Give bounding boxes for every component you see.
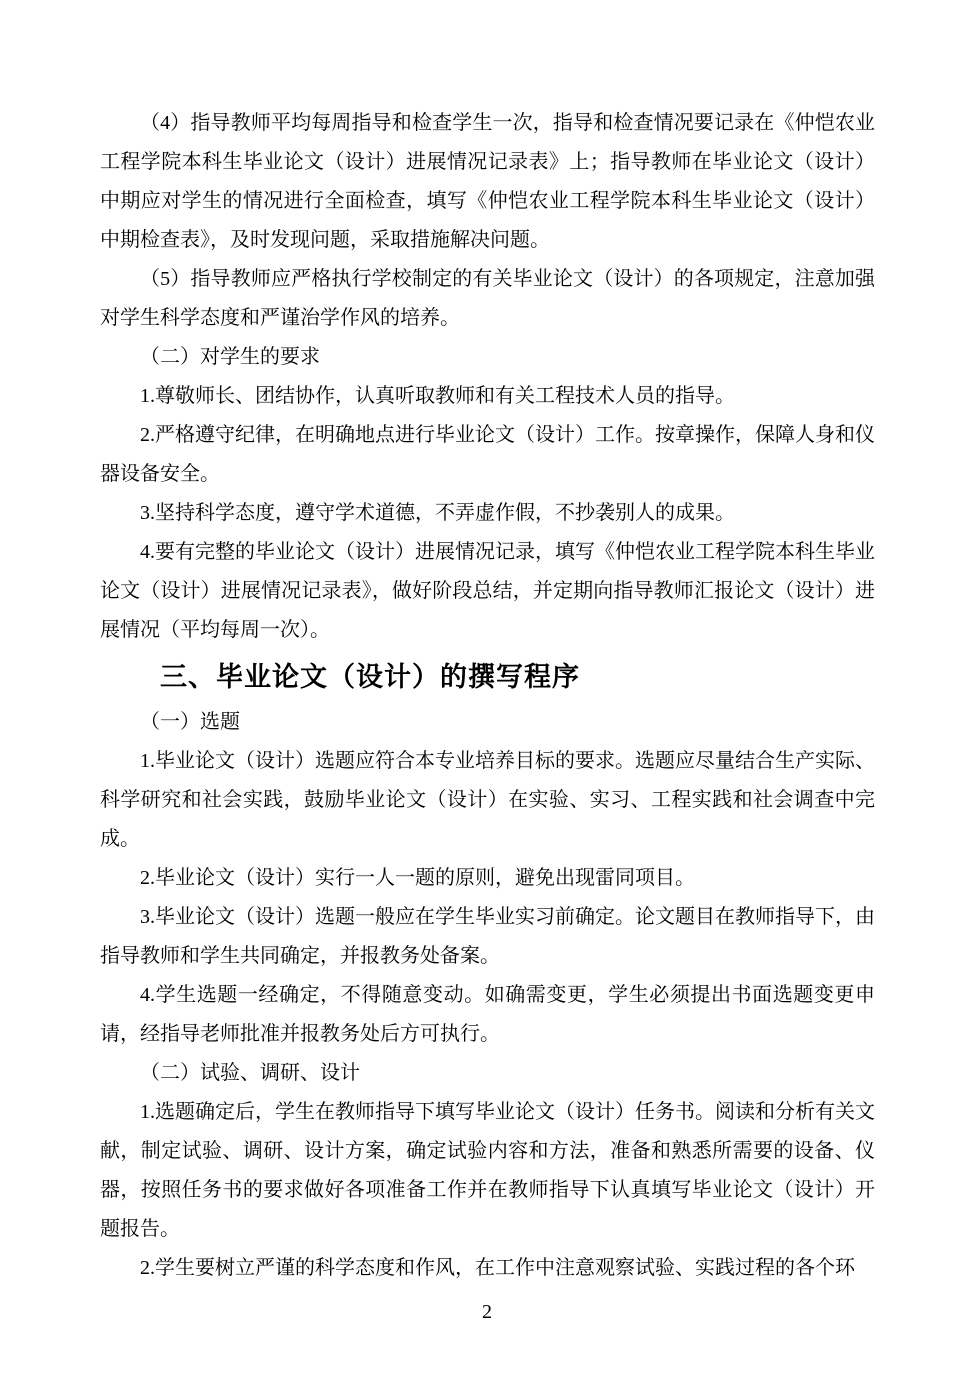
paragraph: 3.坚持科学态度，遵守学术道德，不弄虚作假，不抄袭别人的成果。 (140, 502, 735, 524)
paragraph: （二）对学生的要求 (140, 346, 320, 368)
paragraph: （一）选题 (140, 711, 240, 733)
document-content (100, 104, 875, 1288)
paragraph: 1.选题确定后，学生在教师指导下填写毕业论文（设计）任务书。阅读和分析有关文献，制定试验、调研、设计方案，确定试验内容和方法，准备和熟悉所需要的设备、仪器，按照任务书的要求做好各项准备工作并在教师指导下认真填写毕业论文（设计）开题报告。 (100, 1101, 875, 1240)
paragraph: （4）指导教师平均每周指导和检查学生一次，指导和检查情况要记录在《仲恺农业工程学院本科生毕业论文（设计）进展情况记录表》上；指导教师在毕业论文（设计）中期应对学生的情况进行全面检查，填写《仲恺农业工程学院本科生毕业论文（设计）中期检查表》，及时发现问题，采取措施解决问题。 (100, 112, 875, 251)
page-number: 2 (482, 1301, 492, 1323)
paragraph: 4.要有完整的毕业论文（设计）进展情况记录，填写《仲恺农业工程学院本科生毕业论文（设计）进展情况记录表》，做好阶段总结，并定期向指导教师汇报论文（设计）进展情况（平均每周一次）。 (100, 541, 875, 641)
section-heading: 三、毕业论文（设计）的撰写程序 (160, 662, 580, 692)
paragraph: 2.毕业论文（设计）实行一人一题的原则，避免出现雷同项目。 (140, 867, 695, 889)
paragraph: 4.学生选题一经确定，不得随意变动。如确需变更，学生必须提出书面选题变更申请，经指导老师批准并报教务处后方可执行。 (100, 984, 875, 1045)
paragraph: 2.严格遵守纪律，在明确地点进行毕业论文（设计）工作。按章操作，保障人身和仪器设备安全。 (100, 424, 875, 485)
paragraph: （5）指导教师应严格执行学校制定的有关毕业论文（设计）的各项规定，注意加强对学生科学态度和严谨治学作风的培养。 (100, 268, 875, 329)
paragraph: 1.毕业论文（设计）选题应符合本专业培养目标的要求。选题应尽量结合生产实际、科学研究和社会实践，鼓励毕业论文（设计）在实验、实习、工程实践和社会调查中完成。 (100, 750, 875, 850)
paragraph: 2.学生要树立严谨的科学态度和作风，在工作中注意观察试验、实践过程的各个环 (140, 1257, 855, 1279)
paragraph: 3.毕业论文（设计）选题一般应在学生毕业实习前确定。论文题目在教师指导下，由指导教师和学生共同确定，并报教务处备案。 (100, 906, 875, 967)
paragraph: 1.尊敬师长、团结协作，认真听取教师和有关工程技术人员的指导。 (140, 385, 735, 407)
paragraph: （二）试验、调研、设计 (140, 1062, 360, 1084)
